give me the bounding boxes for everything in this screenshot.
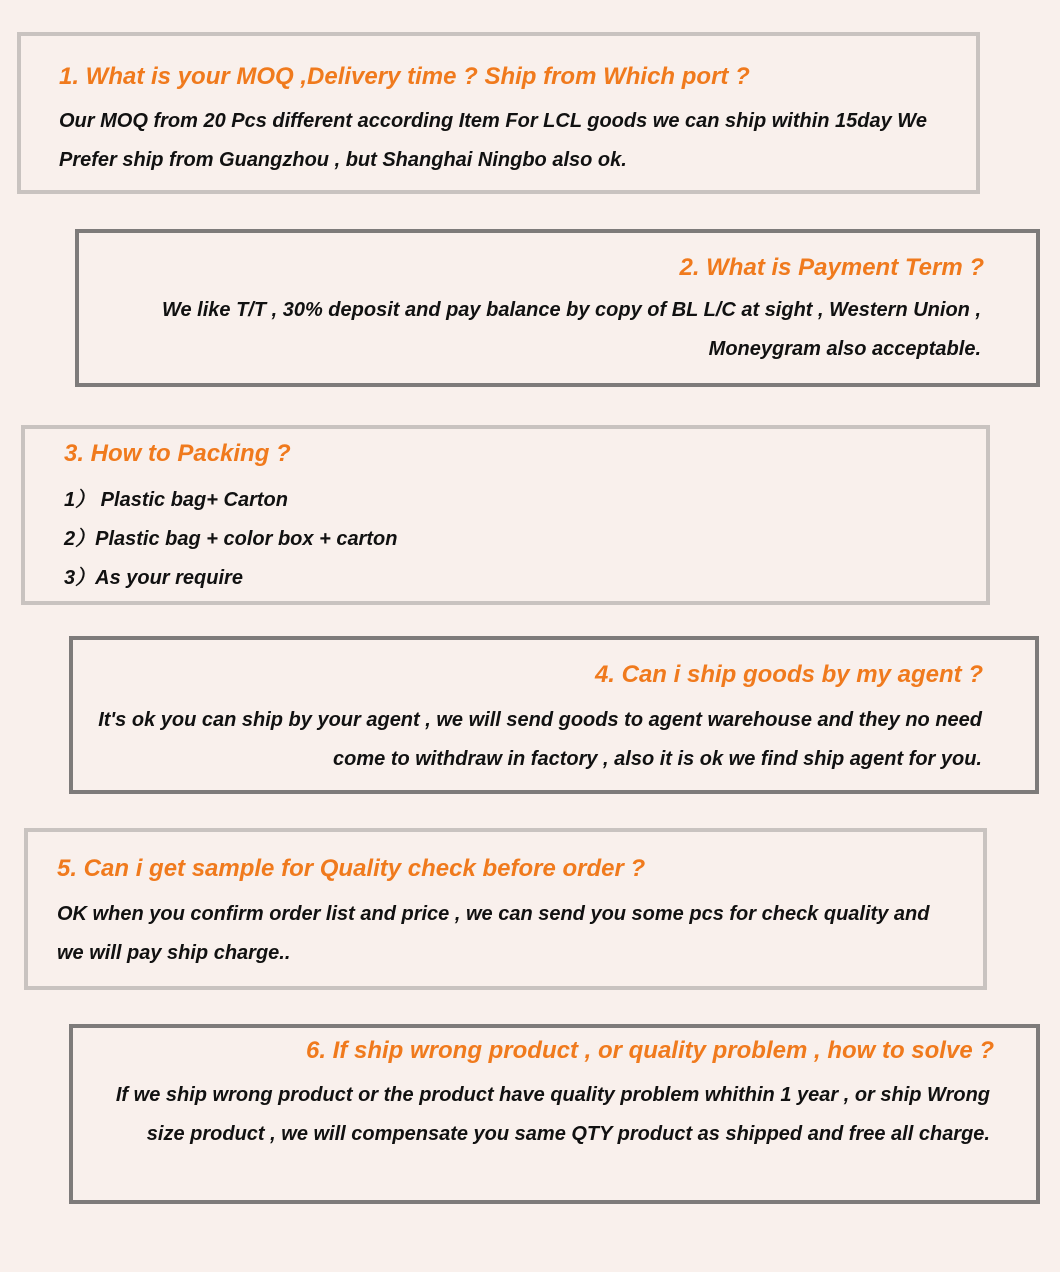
faq-answer: If we ship wrong product or the product have quality problem whithin 1 year , or ship Wrong size product , we will compensate you same QTY product as shipped and free all charge. xyxy=(115,1084,990,1145)
faq-answer: It's ok you can ship by your agent , we will send goods to agent warehouse and they no need come to withdraw in factory , also it is ok we find ship agent for you. xyxy=(98,709,982,770)
faq-answer: We like T/T , 30% deposit and pay balance by copy of BL L/C at sight , Western Union , Moneygram also acceptable. xyxy=(161,299,981,360)
faq-ship-by-agent xyxy=(69,636,1039,794)
faq-question: 3. How to Packing ? xyxy=(64,440,291,467)
faq-question: 5. Can i get sample for Quality check before order ? xyxy=(57,855,646,882)
faq-question: 2. What is Payment Term ? xyxy=(679,254,984,281)
list-item: 2）Plastic bag + color box + carton xyxy=(64,528,398,550)
faq-sample-quality-check xyxy=(24,828,987,990)
faq-question: 4. Can i ship goods by my agent ? xyxy=(594,661,983,688)
faq-question: 6. If ship wrong product , or quality problem , how to solve ? xyxy=(305,1037,994,1064)
list-item: 3）As your require xyxy=(64,567,243,589)
faq-wrong-product xyxy=(69,1024,1040,1204)
faq-moq-delivery xyxy=(17,32,980,194)
packing-options-list xyxy=(64,481,397,598)
faq-question: 1. What is your MOQ ,Delivery time ? Ship from Which port ? xyxy=(59,63,750,90)
faq-packing xyxy=(21,425,990,605)
faq-answer: OK when you confirm order list and price , we can send you some pcs for check quality and we will pay ship charge.. xyxy=(57,903,930,964)
faq-payment-term xyxy=(75,229,1040,387)
list-item: 1） Plastic bag+ Carton xyxy=(64,489,288,511)
faq-answer: Our MOQ from 20 Pcs different according Item For LCL goods we can ship within 15day We Prefer ship from Guangzhou , but Shanghai Ningbo also ok. xyxy=(59,110,927,171)
